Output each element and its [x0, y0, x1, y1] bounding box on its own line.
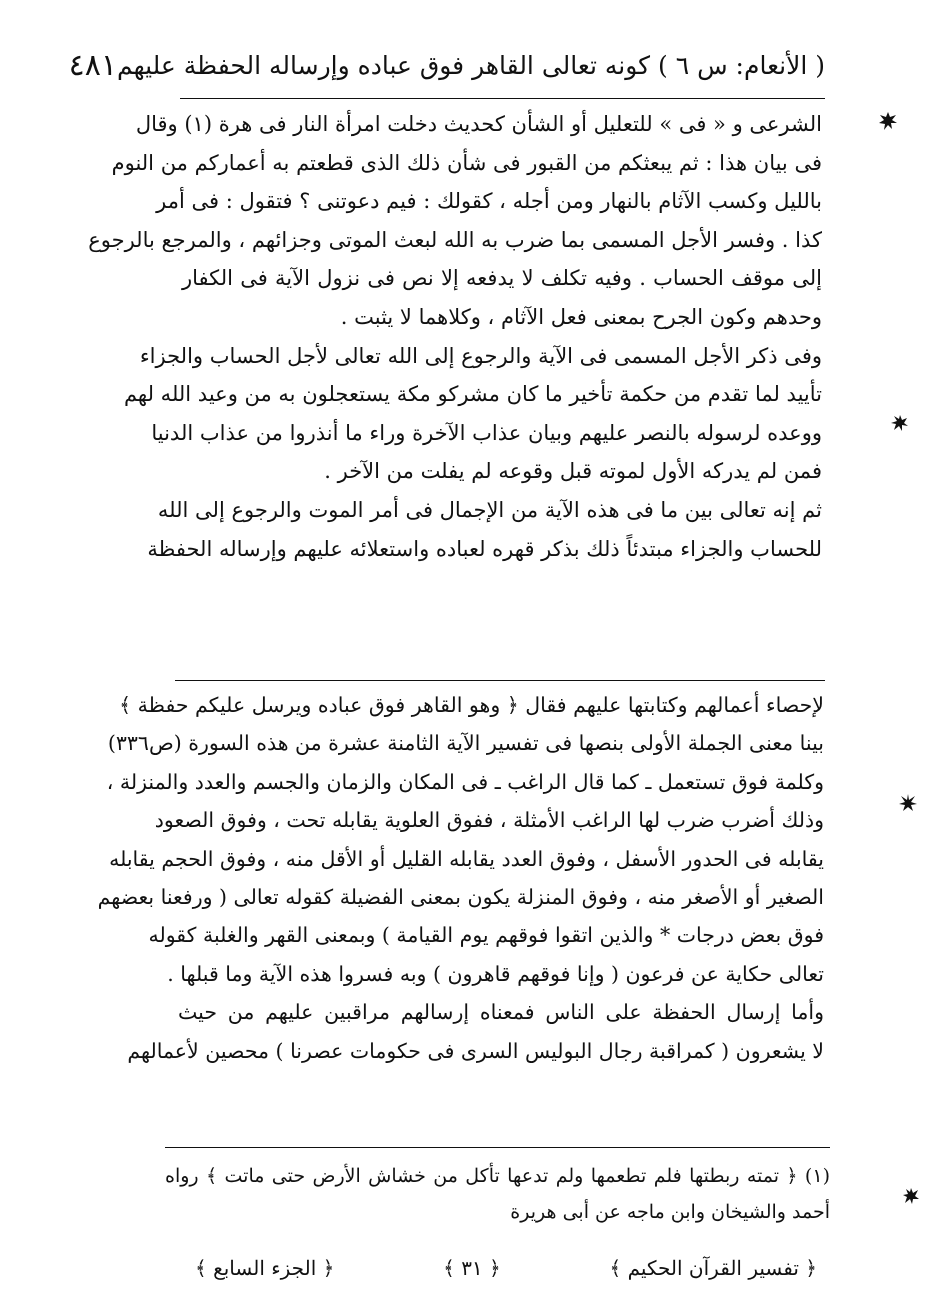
book-title: ﴿ تفسير القرآن الحكيم ﴾	[609, 1256, 817, 1280]
page-footer	[195, 1248, 817, 1288]
text-line: للحساب والجزاء مبتدئاً ذلك بذكر قهره لعباده واستعلائه عليهم وإرساله الحفظة	[147, 536, 822, 561]
header-title: ( الأنعام: س ٦ ) كونه تعالى القاهر فوق عباده وإرساله الحفظة عليهم	[116, 50, 825, 80]
text-line: فوق بعض درجات * والذين اتقوا فوقهم يوم القيامة ) وبمعنى القهر والغلبة كقوله	[148, 923, 824, 948]
section-divider	[175, 680, 825, 681]
text-line: بينا معنى الجملة الأولى بنصها فى تفسير الآية الثامنة عشرة من هذه السورة (ص٣٣٦)	[107, 731, 824, 756]
page-number: ٤٨١	[68, 47, 117, 83]
main-text	[88, 105, 822, 568]
footnote-rule	[165, 1147, 830, 1148]
text-line: بالليل وكسب الآثام بالنهار ومن أجله ، كقولك : فيم دعوتنى ؟ فتقول : فى أمر	[156, 189, 822, 214]
commentary-text	[97, 686, 824, 1070]
text-line: وذلك أضرب ضرب لها الراغب الأمثلة ، ففوق العلوية يقابله تحت ، وفوق الصعود	[154, 808, 824, 833]
footnote	[165, 1158, 830, 1230]
text-line: إلى موقف الحساب . وفيه تكلف لا يدفعه إلا نص فى نزول الآية فى الكفار	[182, 266, 822, 291]
text-line: ثم إنه تعالى بين ما فى هذه الآية من الإجمال فى أمر الموت والرجوع إلى الله	[157, 497, 822, 522]
text-line: وفى ذكر الأجل المسمى فى الآية والرجوع إلى الله تعالى لأجل الحساب والجزاء	[139, 343, 822, 368]
text-line: الشرعى و « فى » للتعليل أو الشأن كحديث دخلت امرأة النار فى هرة (١) وقال	[135, 112, 822, 136]
volume-label: ﴿ الجزء السابع ﴾	[195, 1256, 335, 1280]
text-line: ووعده لرسوله بالنصر عليهم وبيان عذاب الآخرة وراء ما أنذروا من عذاب الدنيا	[151, 420, 822, 445]
footnote-line: (١) ﴿ تمته ربطتها فلم تطعمها ولم تدعها تأكل من خشاش الأرض حتى ماتت ﴾ رواه	[165, 1165, 830, 1187]
text-line: وأما إرسال الحفظة على الناس فمعناه إرسالهم مراقبين عليهم من حيث	[178, 1000, 824, 1025]
text-line: يقابله فى الحدور الأسفل ، وفوق العدد يقابله القليل أو الأقل منه ، وفوق الحجم يقابله	[109, 846, 824, 871]
text-line: كذا . وفسر الأجل المسمى بما ضرب به الله لبعث الموتى وجزائهم ، والمرجع بالرجوع	[88, 227, 822, 252]
signature-number: ﴿ ٣١ ﴾	[443, 1256, 501, 1280]
text-line: لا يشعرون ( كمراقبة رجال البوليس السرى فى حكومات عصرنا ) محصين لأعمالهم	[127, 1038, 824, 1063]
page-header	[68, 40, 825, 90]
text-line: الصغير أو الأصغر منه ، وفوق المنزلة يكون بمعنى الفضيلة كقوله تعالى ( ورفعنا بعضهم	[97, 884, 824, 909]
text-line: فمن لم يدركه الأول لموته قبل وقوعه لم يفلت من الآخر .	[324, 459, 822, 484]
header-rule	[180, 98, 825, 99]
text-line: تأييد لما تقدم من حكمة تأخير ما كان مشركو مكة يستعجلون به من وعيد الله لهم	[123, 382, 822, 407]
footnote-line: أحمد والشيخان وابن ماجه عن أبى هريرة	[510, 1201, 830, 1223]
ink-blot-icon	[900, 1185, 922, 1207]
text-line: وكلمة فوق تستعمل ـ كما قال الراغب ـ فى المكان والزمان والجسم والعدد والمنزلة ،	[106, 769, 824, 794]
ink-blot-icon	[889, 412, 911, 434]
ink-blot-icon	[897, 792, 919, 814]
text-line: لإحصاء أعمالهم وكتابتها عليهم فقال ﴿ وهو القاهر فوق عباده ويرسل عليكم حفظة ﴾	[119, 693, 824, 717]
ink-blot-icon	[877, 110, 899, 132]
text-line: فى بيان هذا : ثم يبعثكم من القبور فى شأن ذلك الذى قطعتم به أعماركم من النوم	[111, 150, 822, 175]
text-line: تعالى حكاية عن فرعون ( وإنا فوقهم قاهرون ) وبه فسروا هذه الآية وما قبلها .	[167, 961, 824, 986]
text-line: وحدهم وكون الجرح بمعنى فعل الآثام ، وكلاهما لا يثبت .	[340, 304, 822, 329]
